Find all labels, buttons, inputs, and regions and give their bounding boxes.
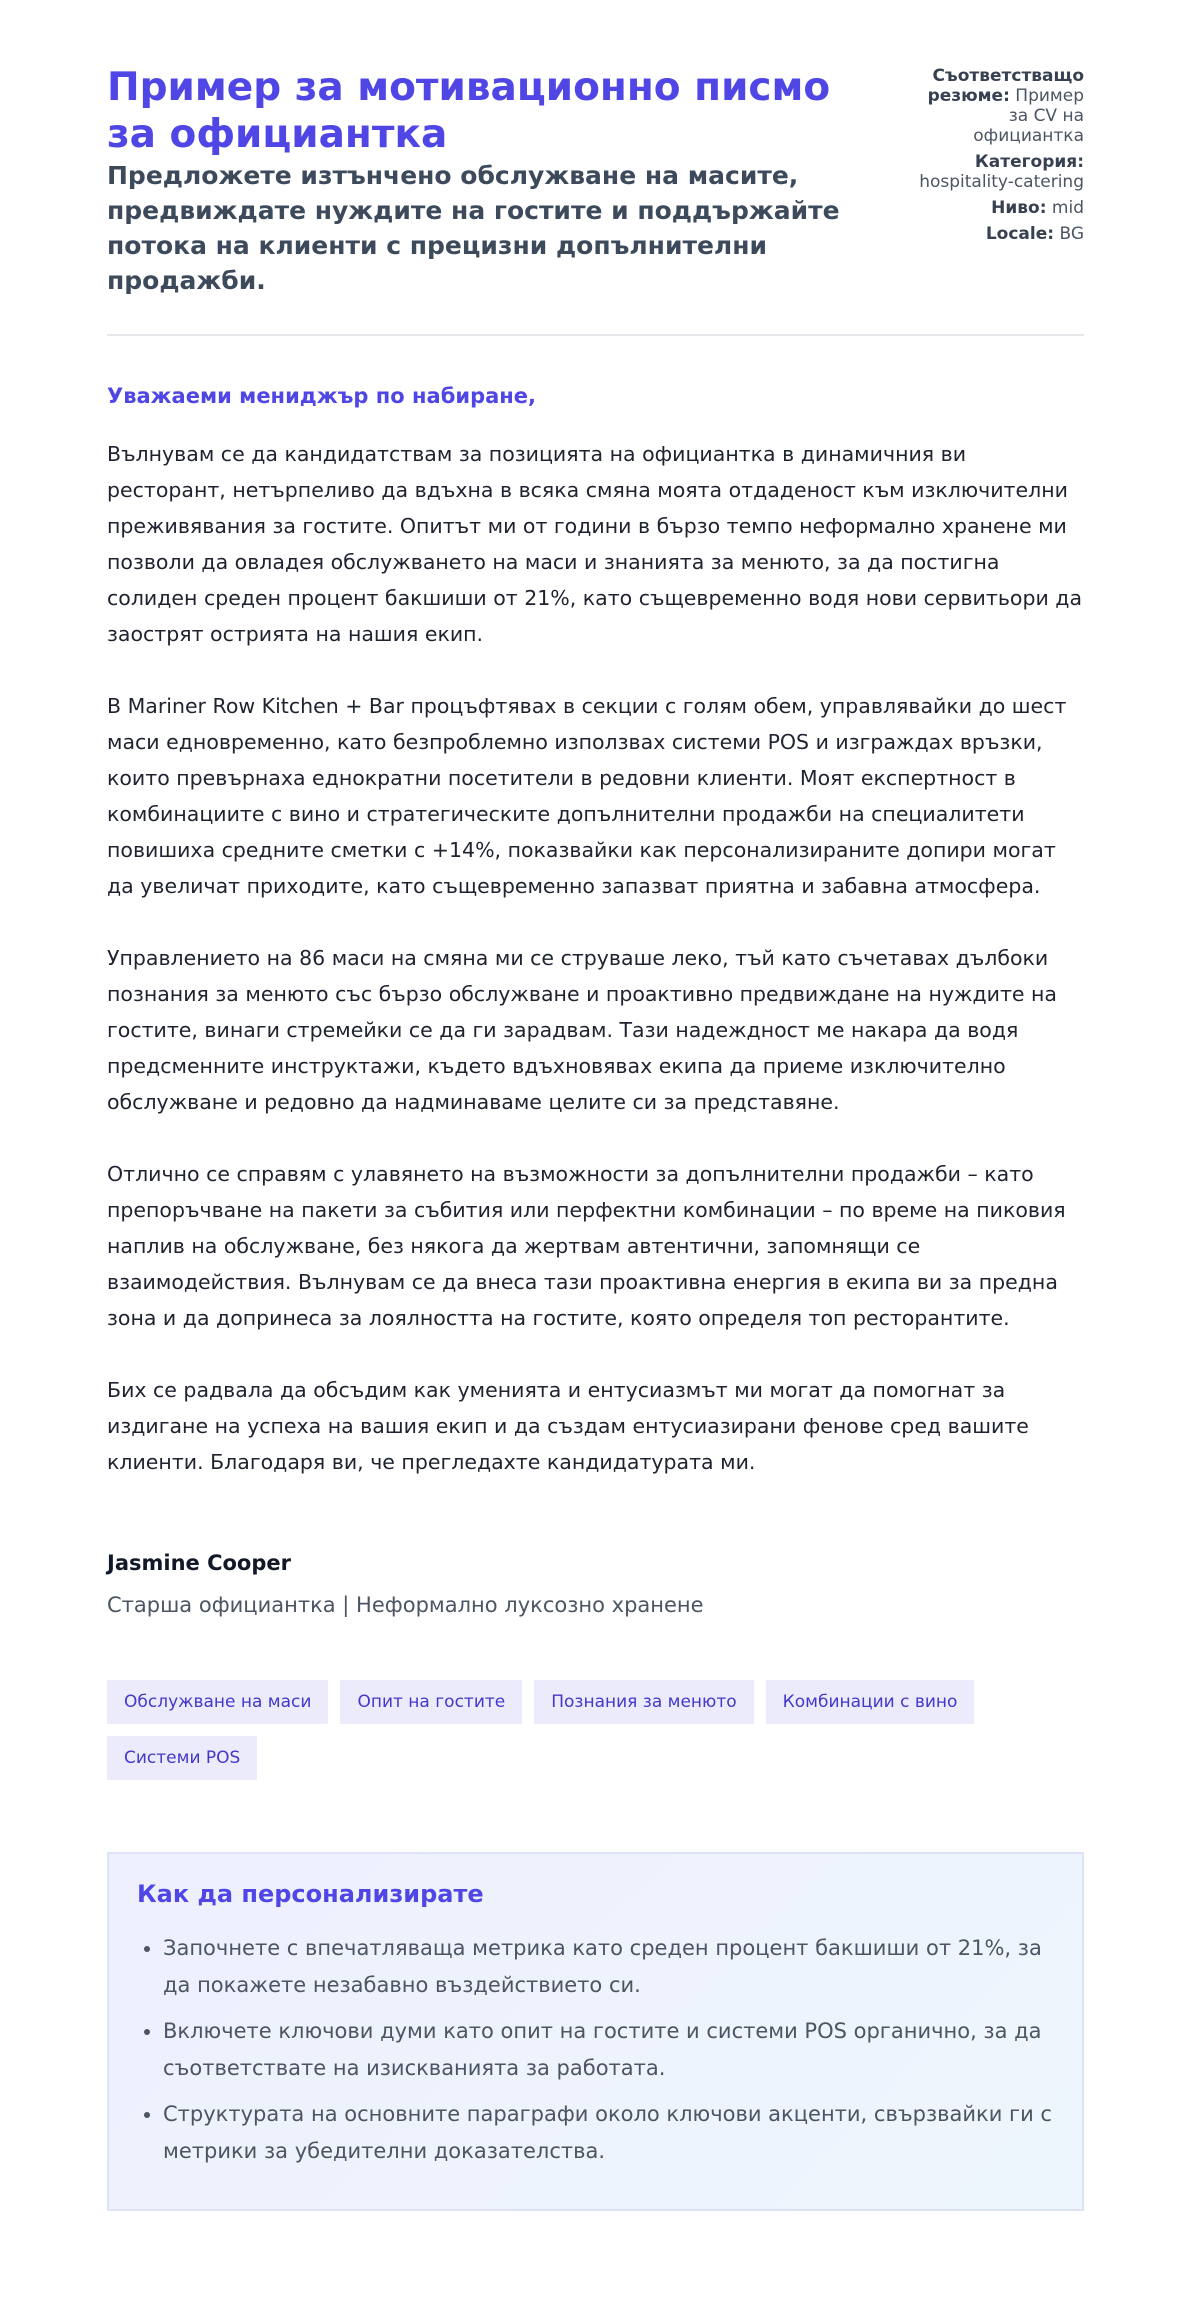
meta-locale: [909, 224, 1084, 244]
letter-paragraph: Бих се радвала да обсъдим как уменията и ентусиазмът ми могат да помогнат за издигане на успеха на вашия екип и да създам ентусиазирани фенове сред вашите клиенти. Благодаря ви, че прегледахте кандидатурата ми.: [107, 1378, 1029, 1474]
skill-tag: Познания за менюто: [534, 1680, 753, 1724]
meta-value: Пример за CV на официантка: [973, 86, 1084, 146]
meta-label: Категория:: [974, 152, 1084, 172]
letter-greeting: Уважаеми мениджър по набиране,: [107, 384, 537, 408]
meta-label: Съответстващо резюме:: [927, 66, 1084, 106]
meta-value: hospitality-catering: [919, 172, 1084, 192]
meta-matching-resume: [909, 66, 1084, 146]
meta-value: BG: [1059, 224, 1084, 244]
letter-paragraph: Вълнувам се да кандидатствам за позицията на официантка в динамичния ви ресторант, нетърпеливо да вдъхна в всяка смяна моята отдаденост към изключителни преживявания за гостите. Опитът ми от години в бързо темпо неформално хранене ми позволи да овладея обслужването на маси и знанията за менюто, за да постигна солиден среден процент бакшиши от 21%, като същевременно водя нови сервитьори да заострят острията на нашия екип.: [107, 442, 1083, 646]
meta-category: [909, 152, 1084, 192]
title-block: [107, 64, 857, 298]
page-title: Пример за мотивационно писмо за официантка: [107, 65, 831, 157]
letter-paragraph: В Mariner Row Kitchen + Bar процъфтявах в секции с голям обем, управлявайки до шест маси едновременно, като безпроблемно използвах системи POS и изграждах връзки, които превърнаха еднократни посетители в редовни клиенти. Моят експертност в комбинациите с вино и стратегическите допълнителни продажби на специалитети повишиха средните сметки с +14%, показвайки как персонализираните допири могат да увеличат приходите, като същевременно запазват приятна и забавна атмосфера.: [107, 694, 1067, 898]
signature-title: Старша официантка | Неформално луксозно хранене: [107, 1593, 704, 1617]
skill-tag: Обслужване на маси: [107, 1680, 328, 1724]
letter-paragraph: Управлението на 86 маси на смяна ми се струваше леко, тъй като съчетавах дълбоки познания за менюто със бързо обслужване и проактивно предвиждане на нуждите на гостите, винаги стремейки се да ги зарадвам. Тази надеждност ме накара да водя предсменните инструктажи, където вдъхновявах екипа да приеме изключително обслужване и редовно да надминаваме целите си за представяне.: [107, 946, 1057, 1114]
skill-tags: [107, 1680, 1027, 1780]
tips-heading: Как да персонализирате: [137, 1880, 484, 1908]
page-header: [107, 64, 1084, 298]
tips-list: [137, 1930, 1054, 2170]
meta-label: Locale:: [985, 224, 1055, 244]
customization-tips-box: [107, 1852, 1084, 2211]
signature-name: Jasmine Cooper: [107, 1551, 291, 1575]
meta-label: Ниво:: [991, 198, 1047, 218]
skill-tag: Комбинации с вино: [766, 1680, 975, 1724]
tip-item: • Структурата на основните параграфи около ключови акценти, свързвайки ги с метрики за убедителни доказателства.: [163, 2096, 1054, 2170]
tip-item: • Включете ключови думи като опит на гостите и системи POS органично, за да съответствате на изискванията за работата.: [163, 2013, 1054, 2087]
meta-level: [909, 198, 1084, 218]
meta-value: mid: [1051, 198, 1084, 218]
meta-info: [909, 66, 1084, 250]
page-subtitle: Предложете изтънчено обслужване на масите, предвиждате нуждите на гостите и поддържайте потока на клиенти с прецизни допълнителни продажби.: [107, 161, 840, 295]
skill-tag: Системи POS: [107, 1736, 257, 1780]
skill-tag: Опит на гостите: [340, 1680, 522, 1724]
letter-paragraph: Отлично се справям с улавянето на възможности за допълнителни продажби – като препоръчване на пакети за събития или перфектни комбинации – по време на пиковия наплив на обслужване, без някога да жертвам автентични, запомнящи се взаимодействия. Вълнувам се да внеса тази проактивна енергия в екипа ви за предна зона и да допринеса за лоялността на гостите, която определя топ ресторантите.: [107, 1162, 1066, 1330]
divider: [107, 334, 1084, 336]
tip-item: • Започнете с впечатляваща метрика като среден процент бакшиши от 21%, за да покажете незабавно въздействието си.: [163, 1930, 1054, 2004]
